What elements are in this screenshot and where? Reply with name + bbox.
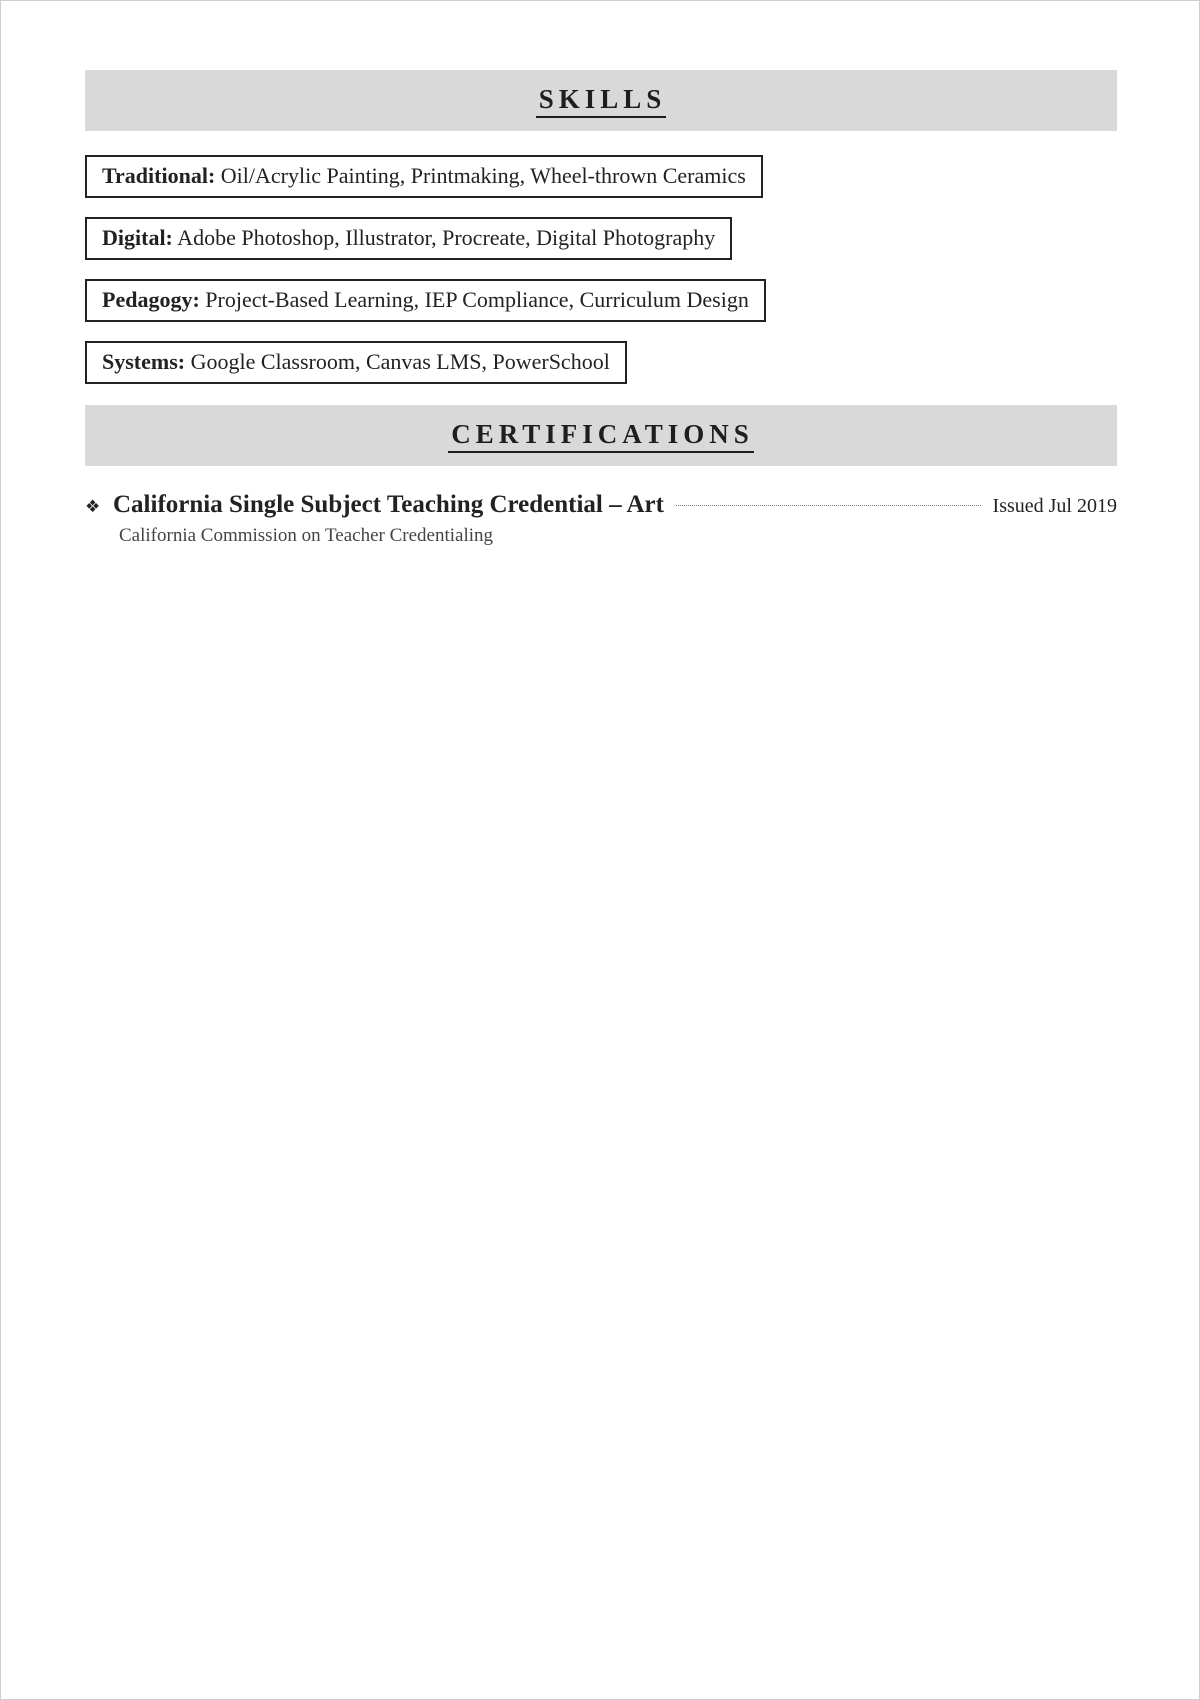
certification-date: Issued Jul 2019 xyxy=(992,495,1117,517)
skill-values: Adobe Photoshop, Illustrator, Procreate, Digital Photography xyxy=(172,225,716,250)
skills-section-header xyxy=(85,70,1117,131)
skills-list xyxy=(85,155,1117,384)
certification-item xyxy=(85,490,1117,548)
skill-values: Google Classroom, Canvas LMS, PowerSchool xyxy=(185,349,610,374)
certifications-section-title: CERTIFICATIONS xyxy=(448,418,754,453)
diamond-bullet-icon: ❖ xyxy=(85,497,101,517)
skill-item-pedagogy xyxy=(85,279,766,322)
skill-category: Traditional: xyxy=(102,163,216,188)
skill-values: Project-Based Learning, IEP Compliance, Curriculum Design xyxy=(199,287,749,312)
skills-section-title: SKILLS xyxy=(536,83,667,118)
skill-category: Digital: xyxy=(102,225,173,250)
certification-issuer: California Commission on Teacher Credentialing xyxy=(119,525,494,546)
skill-item-systems xyxy=(85,341,627,384)
certifications-section-header xyxy=(85,405,1117,466)
skill-category: Pedagogy: xyxy=(102,287,200,312)
certification-name: California Single Subject Teaching Credential – Art xyxy=(113,491,664,518)
dotted-leader xyxy=(676,505,981,506)
skill-item-traditional xyxy=(85,155,763,198)
skill-values: Oil/Acrylic Painting, Printmaking, Wheel-thrown Ceramics xyxy=(215,163,746,188)
certification-row xyxy=(85,490,1117,520)
resume-content xyxy=(85,70,1117,548)
skill-item-digital xyxy=(85,217,732,260)
skill-category: Systems: xyxy=(102,349,186,374)
